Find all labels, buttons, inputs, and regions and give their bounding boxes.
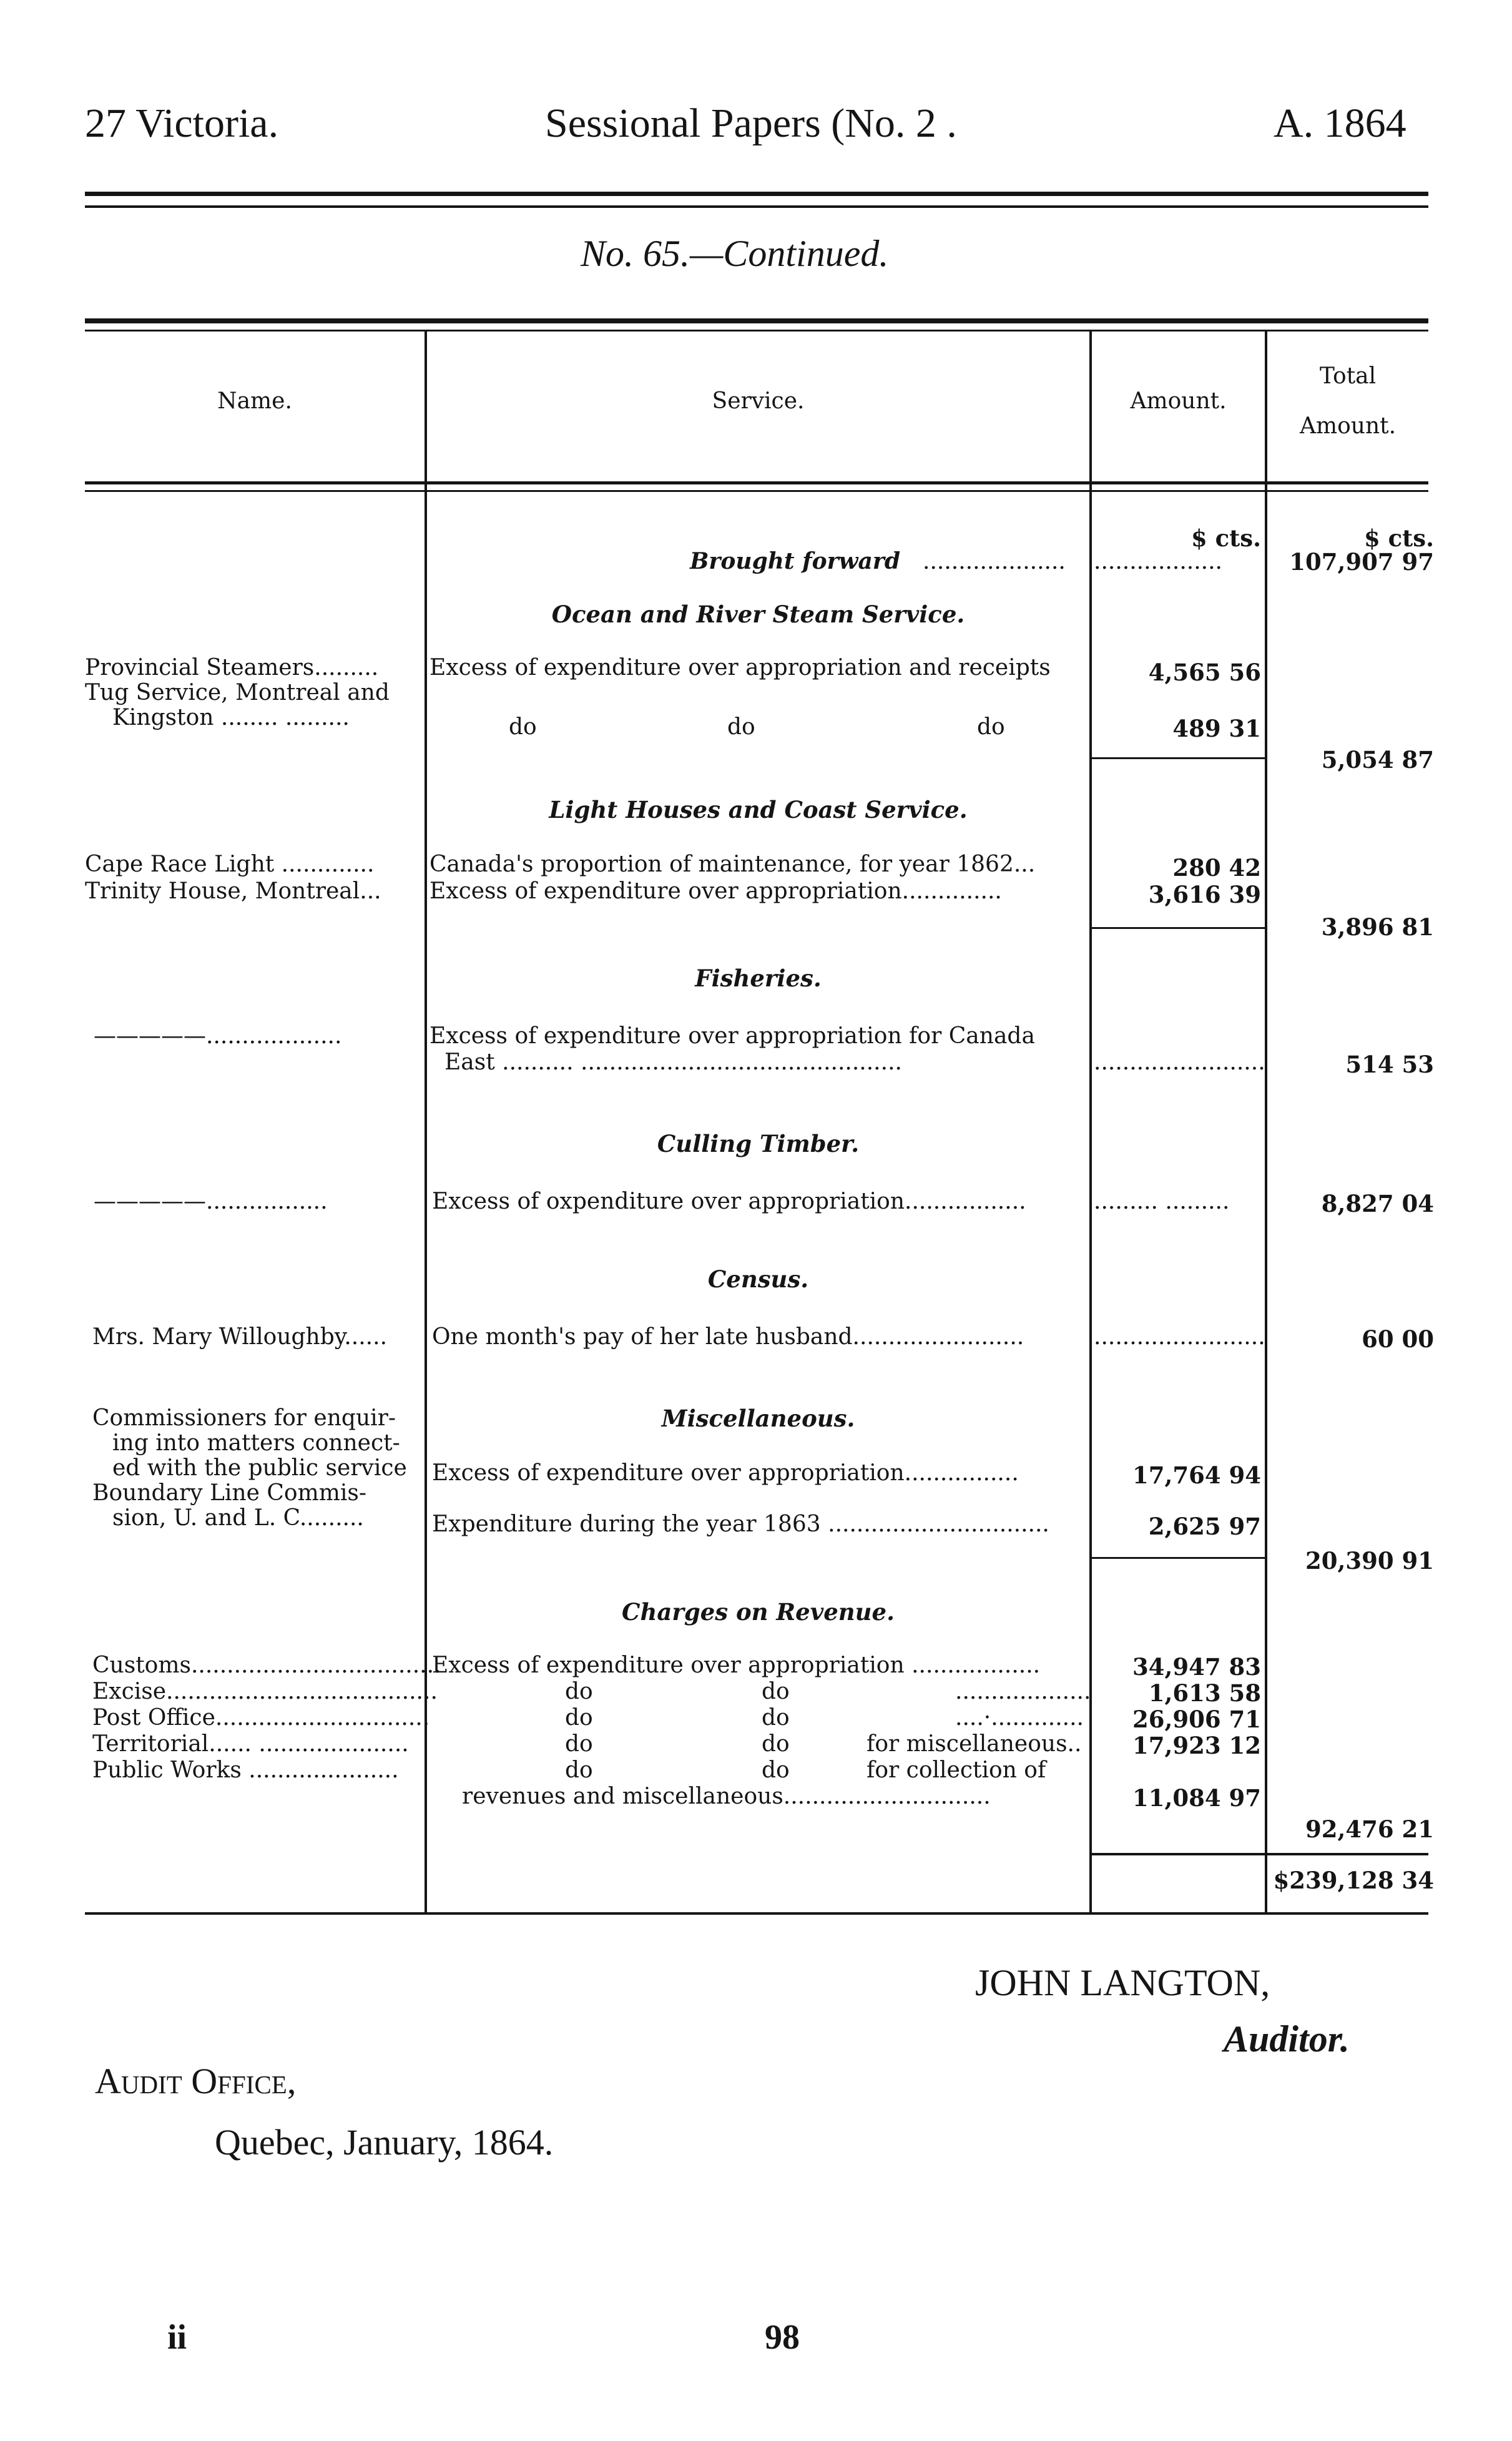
office-line-2: Quebec, January, 1864. bbox=[215, 2122, 554, 2163]
culling-total: 8,827 04 bbox=[1321, 1190, 1434, 1217]
charges-for-collection: for collection of bbox=[866, 1757, 1046, 1783]
brought-forward-leaders: .................... bbox=[923, 549, 1066, 574]
charges-amount-public-works: 11,084 97 bbox=[1132, 1784, 1261, 1812]
header-center: Sessional Papers (No. 2 . bbox=[545, 101, 957, 146]
culling-amount-leaders: ......... ......... bbox=[1094, 1189, 1230, 1214]
misc-name-1c: ed with the public service bbox=[112, 1455, 407, 1481]
charges-name-territorial: Territorial...... ..................... bbox=[92, 1731, 409, 1757]
doc-title: No. 65.—Continued. bbox=[581, 233, 889, 274]
header-right: A. 1864 bbox=[1274, 101, 1406, 146]
grand-total: $239,128 34 bbox=[1273, 1867, 1434, 1894]
fisheries-name-dash: —————................... bbox=[94, 1023, 342, 1049]
culling-name-dash: —————................. bbox=[94, 1189, 328, 1214]
ocean-subtotal-rule bbox=[1092, 757, 1265, 759]
charges-total: 92,476 21 bbox=[1305, 1815, 1434, 1843]
misc-name-2a: Boundary Line Commis- bbox=[92, 1480, 366, 1506]
charges-do-f: do bbox=[762, 1731, 790, 1757]
misc-amount-2: 2,625 97 bbox=[1148, 1513, 1261, 1540]
brought-forward-total: 107,907 97 bbox=[1289, 548, 1434, 576]
ocean-amount-2: 489 31 bbox=[1172, 715, 1261, 742]
charges-revenues: revenues and miscellaneous............................. bbox=[462, 1784, 991, 1809]
light-total: 3,896 81 bbox=[1321, 913, 1434, 941]
light-name-1: Cape Race Light ............. bbox=[85, 852, 375, 877]
charges-name-excise: Excise...................................... bbox=[92, 1679, 438, 1704]
charges-name-public-works: Public Works ..................... bbox=[92, 1757, 399, 1783]
light-subtotal-rule bbox=[1092, 927, 1265, 929]
census-total: 60 00 bbox=[1362, 1325, 1434, 1353]
footer-left: ii bbox=[167, 2318, 187, 2357]
heading-rule-1 bbox=[85, 481, 1428, 484]
light-service-1: Canada's proportion of maintenance, for year 1862... bbox=[430, 852, 1036, 877]
ocean-name-2b: Kingston ........ ......... bbox=[112, 705, 350, 730]
section-title-misc: Miscellaneous. bbox=[661, 1405, 855, 1432]
charges-amount-excise: 1,613 58 bbox=[1148, 1679, 1261, 1707]
charges-leaders-1: ................... bbox=[955, 1679, 1091, 1704]
section-title-light: Light Houses and Coast Service. bbox=[549, 796, 968, 823]
census-amount-leaders: ........................ bbox=[1094, 1324, 1265, 1350]
ocean-do-3: do bbox=[977, 714, 1005, 740]
col-head-total-1: Total bbox=[1319, 363, 1377, 389]
misc-name-1b: ing into matters connect- bbox=[112, 1430, 400, 1456]
brought-forward-label: Brought forward bbox=[690, 548, 901, 574]
census-service: One month's pay of her late husband........................ bbox=[432, 1324, 1024, 1350]
ocean-do-2: do bbox=[727, 714, 755, 740]
charges-for-misc: for miscellaneous.. bbox=[866, 1731, 1082, 1757]
col-head-amount: Amount. bbox=[1130, 388, 1227, 414]
light-service-2: Excess of expenditure over appropriation.............. bbox=[430, 878, 1002, 904]
section-title-fisheries: Fisheries. bbox=[695, 965, 822, 992]
charges-do-e: do bbox=[565, 1731, 593, 1757]
light-amount-2: 3,616 39 bbox=[1148, 881, 1261, 908]
misc-subtotal-rule bbox=[1092, 1557, 1265, 1559]
col-head-total-2: Amount. bbox=[1299, 413, 1397, 439]
grand-total-rule-top bbox=[1092, 1853, 1428, 1855]
table-top-rule-1 bbox=[85, 318, 1428, 323]
col-divider-2 bbox=[1089, 332, 1092, 1912]
misc-amount-1: 17,764 94 bbox=[1132, 1461, 1261, 1489]
ocean-amount-1: 4,565 56 bbox=[1148, 659, 1261, 686]
charges-do-g: do bbox=[565, 1757, 593, 1783]
census-name: Mrs. Mary Willoughby...... bbox=[92, 1324, 388, 1350]
charges-name-post-office: Post Office.............................. bbox=[92, 1705, 430, 1731]
table-bottom-rule bbox=[85, 1912, 1428, 1915]
charges-amount-post-office: 26,906 71 bbox=[1132, 1706, 1261, 1733]
misc-service-2: Expenditure during the year 1863 ............................... bbox=[432, 1511, 1049, 1537]
misc-name-2b: sion, U. and L. C......... bbox=[112, 1505, 364, 1531]
fisheries-total: 514 53 bbox=[1345, 1051, 1434, 1078]
charges-amount-territorial: 17,923 12 bbox=[1132, 1732, 1261, 1759]
col-head-name: Name. bbox=[217, 388, 292, 414]
misc-service-1: Excess of expenditure over appropriation................ bbox=[432, 1460, 1019, 1486]
misc-name-1a: Commissioners for enquir- bbox=[92, 1405, 396, 1431]
header-rule-2 bbox=[85, 205, 1428, 208]
section-title-census: Census. bbox=[707, 1265, 809, 1293]
fisheries-service-1: Excess of expenditure over appropriation for Canada bbox=[430, 1023, 1035, 1049]
charges-amount-customs: 34,947 83 bbox=[1132, 1653, 1261, 1681]
ocean-service-1: Excess of expenditure over appropriation and receipts bbox=[430, 655, 1051, 680]
section-title-charges: Charges on Revenue. bbox=[622, 1598, 895, 1626]
light-amount-1: 280 42 bbox=[1172, 854, 1261, 882]
fisheries-service-2: East .......... ............................................. bbox=[444, 1049, 902, 1075]
table-top-rule-2 bbox=[85, 330, 1428, 332]
charges-name-customs: Customs................................... bbox=[92, 1653, 441, 1678]
total-units: $ cts. bbox=[1364, 524, 1434, 552]
light-name-2: Trinity House, Montreal... bbox=[85, 878, 381, 904]
col-head-service: Service. bbox=[712, 388, 805, 414]
ocean-total: 5,054 87 bbox=[1321, 746, 1434, 774]
charges-do-c: do bbox=[565, 1705, 593, 1731]
heading-rule-2 bbox=[85, 490, 1428, 492]
col-divider-3 bbox=[1265, 332, 1267, 1912]
amount-units: $ cts. bbox=[1191, 524, 1261, 552]
ocean-name-2a: Tug Service, Montreal and bbox=[85, 680, 390, 705]
charges-do-a: do bbox=[565, 1679, 593, 1704]
section-title-culling: Culling Timber. bbox=[657, 1130, 860, 1157]
office-line-1: Audit Office, bbox=[95, 2061, 297, 2101]
header-rule-1 bbox=[85, 192, 1428, 196]
signature-name: JOHN LANGTON, bbox=[975, 1962, 1270, 2003]
charges-do-d: do bbox=[762, 1705, 790, 1731]
page-number: 98 bbox=[765, 2318, 800, 2357]
charges-leaders-2: ....·............. bbox=[955, 1705, 1084, 1731]
culling-service: Excess of oxpenditure over appropriation................. bbox=[432, 1189, 1026, 1214]
signature-title: Auditor. bbox=[1224, 2018, 1350, 2060]
charges-do-b: do bbox=[762, 1679, 790, 1704]
section-title-ocean: Ocean and River Steam Service. bbox=[551, 601, 965, 628]
ocean-name-1: Provincial Steamers......... bbox=[85, 655, 379, 680]
charges-do-h: do bbox=[762, 1757, 790, 1783]
fisheries-amount-leaders: ........................ bbox=[1094, 1049, 1265, 1075]
ocean-do-1: do bbox=[509, 714, 537, 740]
misc-total: 20,390 91 bbox=[1305, 1547, 1434, 1574]
header-left: 27 Victoria. bbox=[85, 101, 279, 146]
charges-service-1: Excess of expenditure over appropriation .................. bbox=[432, 1653, 1041, 1678]
brought-forward-amount-leaders: .................. bbox=[1094, 549, 1222, 574]
